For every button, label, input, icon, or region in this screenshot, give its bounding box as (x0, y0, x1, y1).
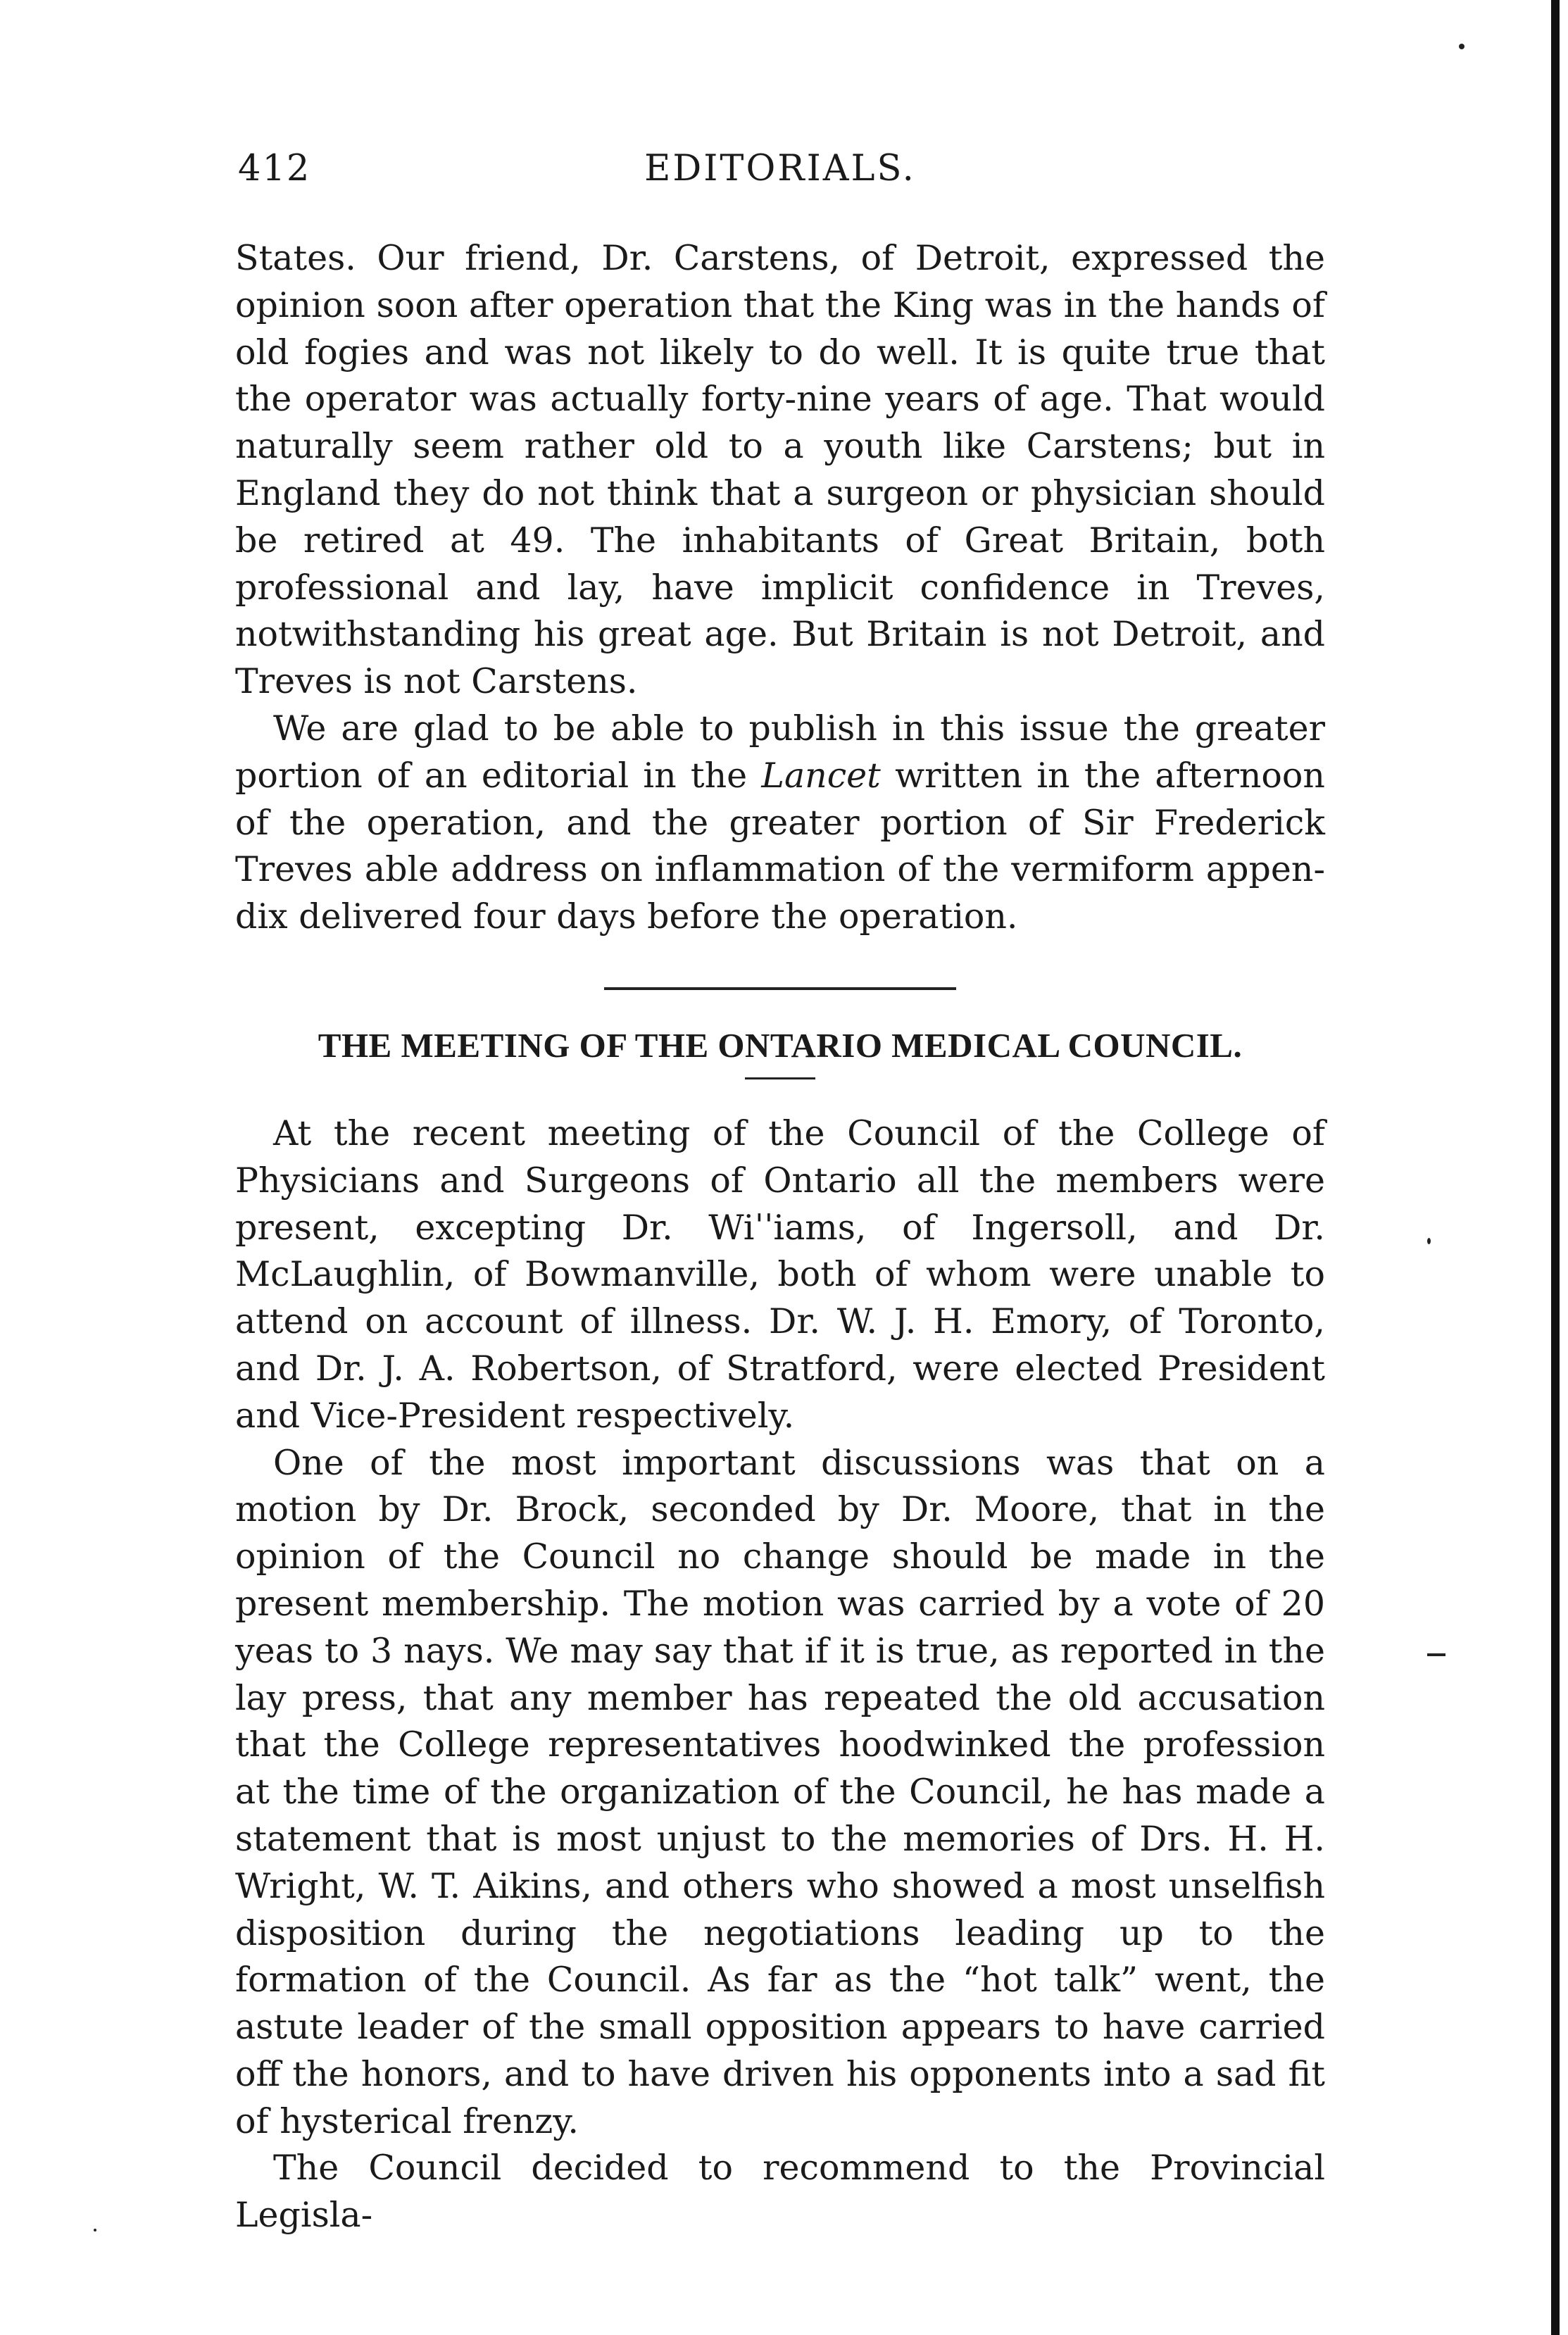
paragraph: The Council decided to recommend to the Provincial Legisla- (235, 2148, 1325, 2236)
running-title: EDITORIALS. (644, 148, 916, 189)
scan-speck (94, 2229, 96, 2231)
page-edge-rule (1551, 0, 1560, 2335)
margin-mark (1427, 1653, 1445, 1656)
scan-speck (1427, 1238, 1431, 1244)
council-article (235, 1022, 1325, 2239)
paragraph (235, 706, 1325, 941)
paragraph: At the recent meeting of the Council of the College of Physicians and Surgeons of Ontario all the members were present, excepting Dr. Wiˈˈiams, of Ingersoll, and Dr. McLaughlin, of Bowmanville, both of whom were unable to attend on account of illness. Dr. W. J. H. Emory, of Toronto, and Dr. J. A. Robertson, of Stratford, were elected President and Vice-President respectively. (235, 1113, 1325, 1436)
section-separator (604, 987, 956, 990)
paragraph-text: written in the afternoon of the operation, and the greater portion of Sir Frederick Treves able address on inflammation of the vermiform appendix delivered four days before the operation. (235, 755, 1325, 937)
page-number: 412 (238, 148, 311, 189)
page-content (235, 148, 1325, 2239)
journal-title: Lancet (761, 755, 881, 796)
title-rule (745, 1077, 815, 1079)
editorial-continued (235, 235, 1325, 941)
paragraph: States. Our friend, Dr. Carstens, of Detroit, expressed the opinion soon after operation that the King was in the hands of old fogies and was not likely to do well. It is quite true that the operator was actually forty-nine years of age. That would naturally seem rather old to a youth like Carstens; but in England they do not think that a surgeon or physician should be retired at 49. The inhabitants of Great Britain, both professional and lay, have implicit confidence in Treves, notwithstanding his great age. But Britain is not Detroit, and Treves is not Carstens. (235, 238, 1325, 702)
scan-speck (1459, 44, 1464, 49)
paragraph: One of the most important discussions was that on a motion by Dr. Brock, seconded by Dr. Moore, that in the opinion of the Council no change should be made in the present membership. The motion was carried by a vote of 20 yeas to 3 nays. We may say that if it is true, as reported in the lay press, that any member has repeated the old accusation that the College representatives hoodwinked the profession at the time of the organization of the Council, he has made a statement that is most unjust to the memories of Drs. H. H. Wright, W. T. Aikins, and others who showed a most unselfish disposition during the negotiations leading up to the formation of the Council. As far as the “hot talk” went, the astute leader of the small opposition appears to have carried off the honors, and to have driven his opponents into a sad fit of hysterical frenzy. (235, 1442, 1325, 2141)
article-title: THE MEETING OF THE ONTARIO MEDICAL COUNCIL. (318, 1025, 1243, 1065)
paragraph-text: We are glad to be able to publish in this issue the greater portion of an editorial in the (235, 708, 1325, 796)
running-head (235, 148, 1325, 197)
